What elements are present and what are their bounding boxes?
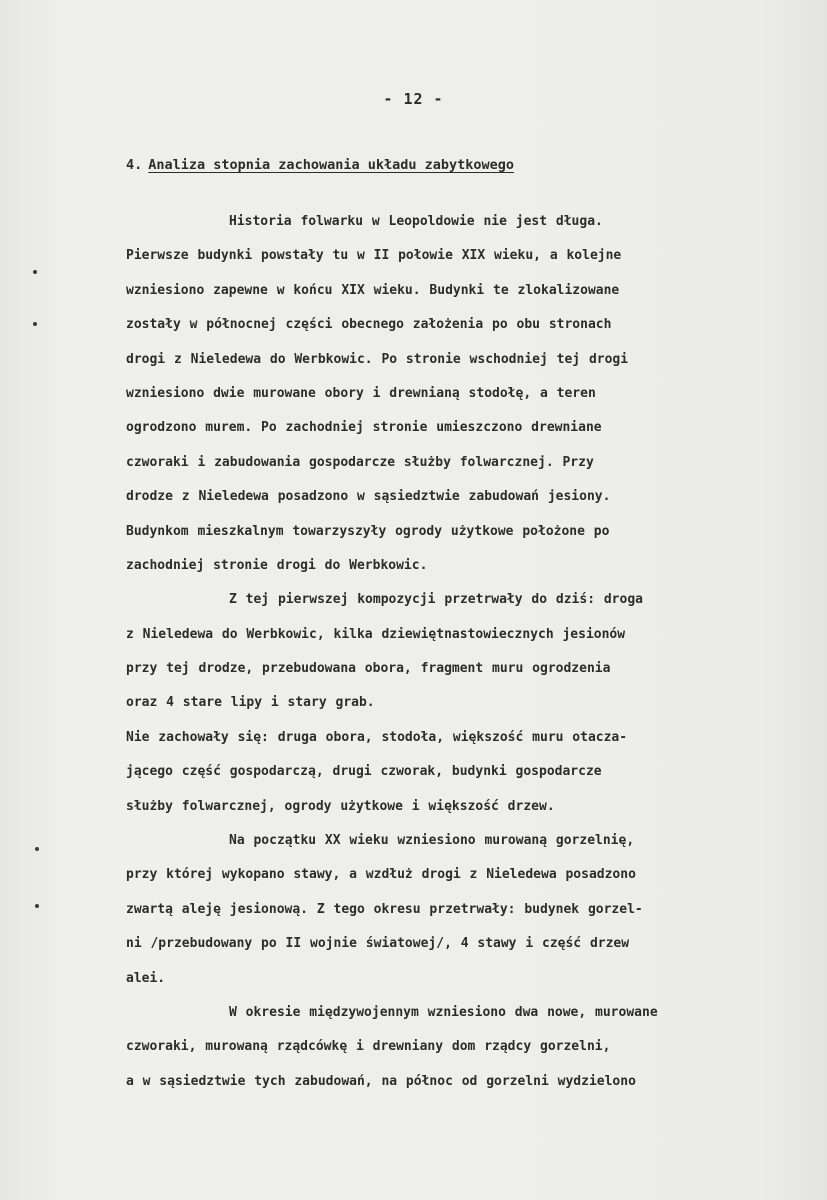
margin-mark [33,270,37,274]
text-line: drodze z Nieledewa posadzono w sąsiedztwie zabudowań jesiony. [126,489,611,505]
section-title: Analiza stopnia zachowania układu zabytkowego [148,157,515,173]
text-line: wzniesiono dwie murowane obory i drewnianą stodołę, a teren [126,385,596,401]
text-line: drogi z Nieledewa do Werbkowic. Po stronie wschodniej tej drogi [126,351,629,367]
text-line: W okresie międzywojennym wzniesiono dwa nowe, murowane [229,1004,658,1020]
text-line: Z tej pierwszej kompozycji przetrwały do dziś: droga [229,592,643,608]
text-line: Pierwsze budynki powstały tu w II połowie XIX wieku, a kolejne [126,248,622,264]
margin-mark [33,322,37,326]
text-line: zostały w północnej części obecnego założenia po obu stronach [126,317,612,333]
text-line: służby folwarcznej, ogrody użytkowe i większość drzew. [126,798,555,814]
text-line: oraz 4 stare lipy i stary grab. [126,695,375,711]
text-line: Na początku XX wieku wzniesiono murowaną gorzelnię, [229,833,635,849]
text-line: z Nieledewa do Werbkowic, kilka dziewiętnastowiecznych jesionów [126,626,626,642]
text-line: Budynkom mieszkalnym towarzyszyły ogrody użytkowe położone po [126,523,610,539]
text-line: alei. [126,970,166,986]
text-line: zwartą aleję jesionową. Z tego okresu przetrwały: budynek gorzel- [126,901,643,917]
text-line: czworaki i zabudowania gospodarcze służby folwarcznej. Przy [126,454,594,470]
text-line: wzniesiono zapewne w końcu XIX wieku. Budynki te zlokalizowane [126,282,620,298]
body-text [126,205,796,1099]
text-line: ogrodzono murem. Po zachodniej stronie umieszczono drewniane [126,420,602,436]
text-line: przy której wykopano stawy, a wzdłuż drogi z Nieledewa posadzono [126,867,636,883]
text-line: Historia folwarku w Leopoldowie nie jest długa. [229,214,603,229]
text-line: jącego część gospodarczą, drugi czworak, budynki gospodarcze [126,764,602,780]
margin-mark [35,847,39,851]
text-line: czworaki, murowaną rządcówkę i drewniany dom rządcy gorzelni, [126,1039,611,1055]
text-line: przy tej drodze, przebudowana obora, fragment muru ogrodzenia [126,661,611,677]
page-number: - 12 - [383,90,444,108]
text-line: ni /przebudowany po II wojnie światowej/, 4 stawy i część drzew [126,936,630,952]
text-line: zachodniej stronie drogi do Werbkowic. [126,557,428,573]
margin-mark [35,904,39,908]
section-heading [126,157,514,173]
section-number: 4. [126,157,143,173]
text-line: Nie zachowały się: druga obora, stodoła, większość muru otacza- [126,729,628,745]
text-line: a w sąsiedztwie tych zabudowań, na północ od gorzelni wydzielono [126,1073,636,1089]
